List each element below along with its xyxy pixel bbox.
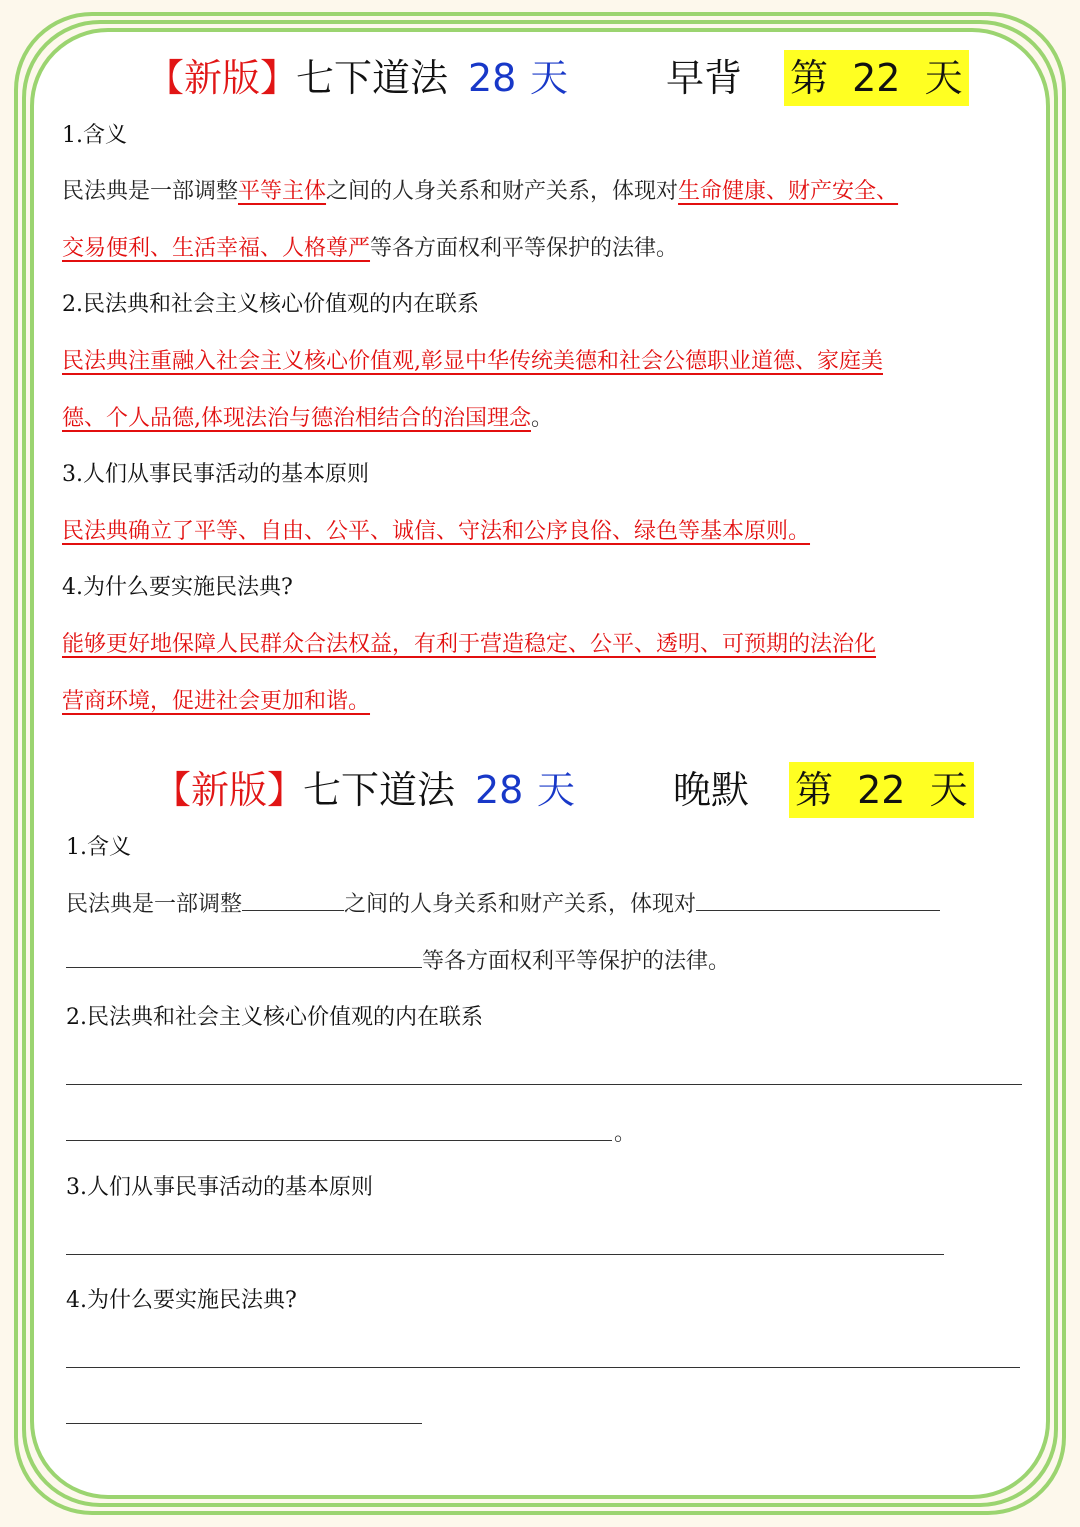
answer-line[interactable]: [66, 1084, 1022, 1085]
e-s1-line2: [66, 941, 730, 981]
m-s3-line1: [62, 512, 810, 552]
m-s3-l1: 民法典确立了平等、自由、公平、诚信、守法和公序良俗、绿色等基本原则。: [62, 519, 811, 544]
title-new-tag: 【新版】: [153, 768, 306, 812]
evening-title: [153, 762, 973, 818]
e-s2-heading: 2.民法典和社会主义核心价值观的内在联系: [66, 1005, 483, 1030]
title-mode: 早背: [666, 56, 743, 100]
m-s1-p2a: 交易便利、生活幸福、人格尊严: [62, 236, 371, 261]
m-s1-line2: [62, 229, 678, 269]
blank-field[interactable]: [66, 941, 422, 968]
m-s2-l2: 德、个人品德,体现法治与德治相结合的治国理念: [62, 406, 531, 431]
blank-field[interactable]: [242, 884, 344, 911]
title-day-badge: [784, 50, 969, 106]
day-unit: 天: [924, 56, 963, 100]
title-mode: 晚默: [673, 768, 750, 812]
morning-title: [146, 50, 966, 106]
e-s1-line1: [66, 884, 940, 924]
e-s1-p2b: 等各方面权利平等保护的法律。: [422, 949, 731, 974]
day-pre: 第: [790, 56, 829, 100]
answer-line[interactable]: [66, 1367, 1020, 1368]
m-s2-line1: [62, 342, 883, 382]
m-s1-line1: [62, 172, 898, 212]
e-s1-p1a: 民法典是一部调整: [66, 892, 243, 917]
e-s1-p1c: 之间的人身关系和财产关系，体现对: [344, 892, 697, 917]
e-s1-heading: 1.含义: [66, 835, 131, 860]
m-s1-p1c: 之间的人身关系和财产关系，体现对: [326, 179, 679, 204]
title-days-unit: 天: [530, 56, 569, 100]
answer-line[interactable]: [66, 1423, 422, 1424]
m-s4-l1: 能够更好地保障人民群众合法权益，有利于营造稳定、公平、透明、可预期的法治化: [62, 632, 877, 657]
m-s4-heading: 4.为什么要实施民法典?: [62, 575, 293, 600]
m-s2-heading: 2.民法典和社会主义核心价值观的内在联系: [62, 292, 479, 317]
answer-line[interactable]: [66, 1140, 612, 1141]
title-course: 七下道法: [303, 768, 456, 812]
m-s4-line2: [62, 682, 370, 722]
day-unit: 天: [929, 768, 968, 812]
m-s1-p2b: 等各方面权利平等保护的法律。: [370, 236, 679, 261]
day-num: 22: [857, 768, 906, 812]
e-s2-end: 。: [614, 1121, 637, 1146]
title-days-unit: 天: [537, 768, 576, 812]
m-s1-p1a: 民法典是一部调整: [62, 179, 239, 204]
m-s4-l2: 营商环境，促进社会更加和谐。: [62, 689, 371, 714]
blank-field[interactable]: [696, 884, 940, 911]
m-s2-l1: 民法典注重融入社会主义核心价值观,彰显中华传统美德和社会公德职业道德、家庭美: [62, 349, 883, 374]
title-days-num: 28: [468, 56, 517, 100]
answer-line[interactable]: [66, 1254, 944, 1255]
m-s2-line2: [62, 399, 553, 439]
e-s3-heading: 3.人们从事民事活动的基本原则: [66, 1175, 373, 1200]
title-new-tag: 【新版】: [146, 56, 299, 100]
m-s1-p1b: 平等主体: [238, 179, 327, 204]
title-days-num: 28: [475, 768, 524, 812]
e-s4-heading: 4.为什么要实施民法典?: [66, 1288, 297, 1313]
day-pre: 第: [795, 768, 834, 812]
m-s1-p1d: 生命健康、财产安全、: [678, 179, 899, 204]
m-s4-line1: [62, 625, 876, 665]
title-course: 七下道法: [296, 56, 449, 100]
day-num: 22: [852, 56, 901, 100]
m-s3-heading: 3.人们从事民事活动的基本原则: [62, 462, 369, 487]
title-day-badge: [789, 762, 974, 818]
m-s1-heading: 1.含义: [62, 123, 127, 148]
m-s2-l2end: 。: [531, 406, 554, 431]
